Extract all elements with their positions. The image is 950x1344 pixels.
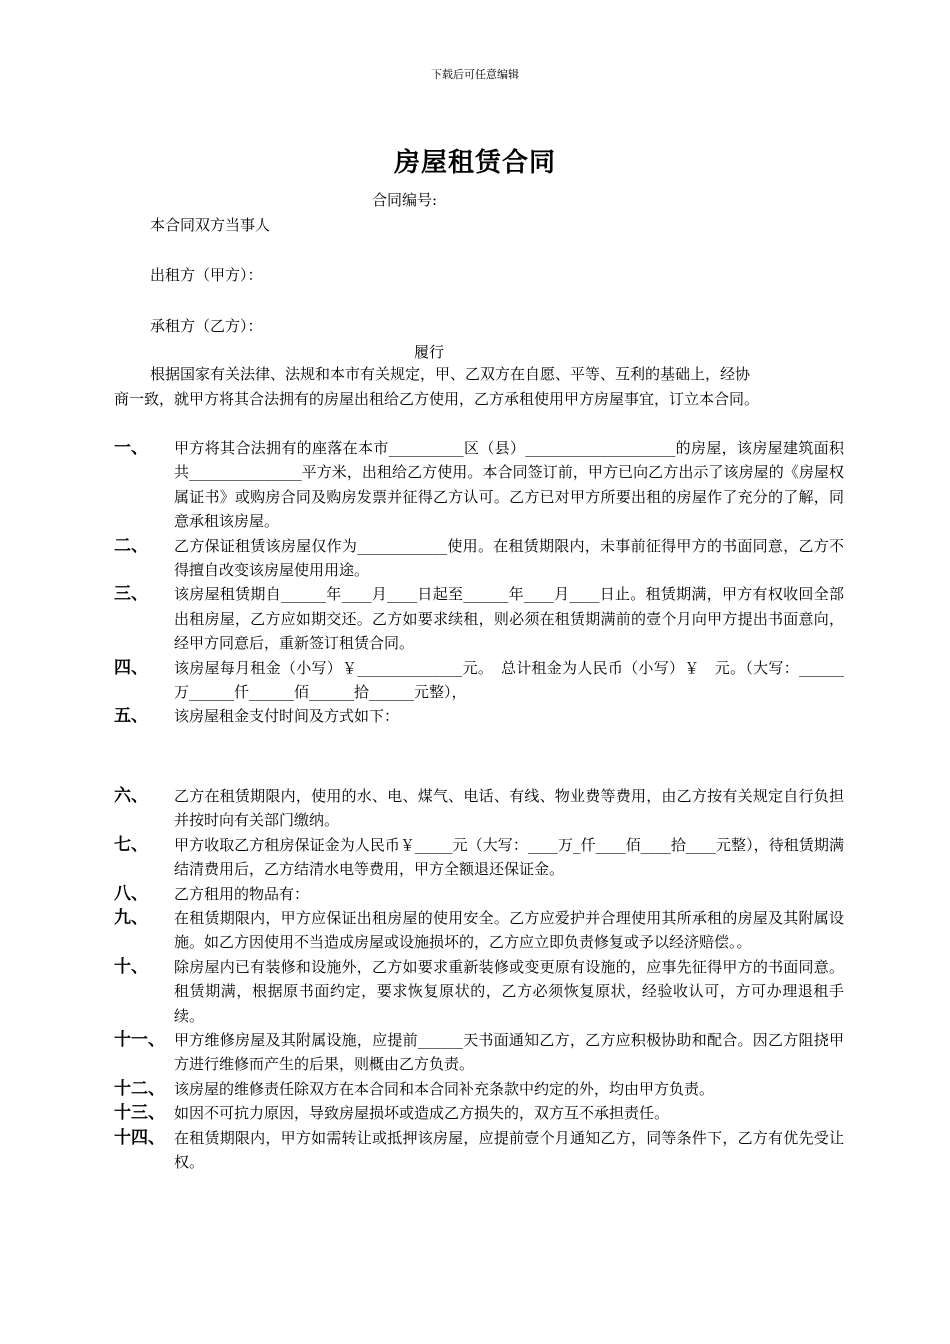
clause-1 bbox=[114, 436, 844, 534]
clause-list bbox=[114, 436, 844, 1174]
clause-2 bbox=[114, 534, 844, 583]
contract-number-label: 合同编号: bbox=[372, 191, 438, 209]
clause-number: 八、 bbox=[114, 883, 148, 904]
lessor-label: 出租方（甲方）： bbox=[150, 266, 263, 284]
clause-number: 十四、 bbox=[114, 1127, 165, 1148]
clause-9 bbox=[114, 906, 844, 955]
clause-number: 一、 bbox=[114, 438, 148, 458]
clause-text: 该房屋租金支付时间及方式如下： bbox=[174, 707, 400, 726]
preamble-line-1: 根据国家有关法律、法规和本市有关规定，甲、乙双方在自愿、平等、互利的基础上，经协 bbox=[150, 365, 751, 383]
clause-text: 乙方租用的物品有： bbox=[174, 884, 310, 903]
perform-label: 履行 bbox=[414, 343, 445, 361]
clause-14 bbox=[114, 1126, 844, 1175]
clause-number: 十三、 bbox=[114, 1103, 165, 1124]
clause-6 bbox=[114, 784, 844, 833]
clause-text: 乙方在租赁期限内，使用的水、电、煤气、电话、有线、物业费等费用，由乙方按有关规定自行负担并按时向有关部门缴纳。 bbox=[174, 786, 844, 830]
clause-8 bbox=[114, 882, 844, 906]
clause-text: 该房屋每月租金（小写）￥______________元。 总计租金为人民币（小写）￥ 元。（大写：______万______仟______佰______拾______元整）， bbox=[174, 658, 844, 702]
clause-number: 五、 bbox=[114, 706, 148, 727]
clause-text: 在租赁期限内，甲方应保证出租房屋的使用安全。乙方应爱护并合理使用其所承租的房屋及其附属设施。如乙方因使用不当造成房屋或设施损坏的，乙方应立即负责修复或予以经济赔偿。。 bbox=[174, 908, 844, 952]
clause-text: 除房屋内已有装修和设施外，乙方如要求重新装修或变更原有设施的，应事先征得甲方的书面同意。租赁期满，根据原书面约定，要求恢复原状的，乙方必须恢复原状，经验收认可，方可办理退租手续。 bbox=[174, 957, 844, 1025]
preamble-line-2: 商一致，就甲方将其合法拥有的房屋出租给乙方使用，乙方承租使用甲方房屋事宜，订立本合同。 bbox=[114, 390, 760, 408]
clause-number: 四、 bbox=[114, 657, 148, 678]
clause-text: 乙方保证租赁该房屋仅作为____________使用。在租赁期限内，未事前征得甲方的书面同意，乙方不得擅自改变该房屋使用用途。 bbox=[174, 536, 844, 580]
parties-intro: 本合同双方当事人 bbox=[150, 216, 271, 234]
clause-13 bbox=[114, 1101, 844, 1125]
clause-11 bbox=[114, 1028, 844, 1077]
clause-3 bbox=[114, 582, 844, 655]
clause-number: 三、 bbox=[114, 584, 148, 605]
clause-text: 该房屋租赁期自______年____月____日起至______年____月____日止。租赁期满，甲方有权收回全部出租房屋，乙方应如期交还。乙方如要求续租，则必须在租赁期满前的壹个月向甲方提出书面意向，经甲方同意后，重新签订租赁合同。 bbox=[174, 585, 844, 653]
clause-text: 甲方将其合法拥有的座落在本市__________区（县）____________________的房屋，该房屋建筑面积共_______________平方米，出租给乙方使用。本合同签订前，甲方已向乙方出示了该房屋的《房屋权属证书》或购房合同及购房发票并征得乙方认可。乙方已对甲方所要出租的房屋作了充分的了解，同意承租该房屋。 bbox=[174, 439, 844, 531]
clause-number: 十一、 bbox=[114, 1029, 165, 1050]
lessee-label: 承租方（乙方）： bbox=[150, 317, 263, 335]
clause-7 bbox=[114, 833, 844, 882]
clause-text: 甲方收取乙方租房保证金为人民币￥_____元（大写：____万_仟____佰____拾____元整），待租赁期满结清费用后，乙方结清水电等费用，甲方全额退还保证金。 bbox=[174, 835, 844, 879]
clause-12 bbox=[114, 1077, 844, 1101]
clause-10 bbox=[114, 955, 844, 1028]
clause-number: 十、 bbox=[114, 956, 148, 977]
clause-4 bbox=[114, 656, 844, 705]
clause-text: 该房屋的维修责任除双方在本合同和本合同补充条款中约定的外，均由甲方负责。 bbox=[174, 1079, 715, 1098]
clause-number: 二、 bbox=[114, 535, 148, 556]
document-title: 房屋租赁合同 bbox=[393, 148, 556, 178]
clause-number: 七、 bbox=[114, 834, 148, 855]
preamble bbox=[114, 362, 834, 412]
clause-number: 九、 bbox=[114, 907, 148, 928]
clause-text: 甲方维修房屋及其附属设施，应提前______天书面通知乙方，乙方应积极协助和配合。因乙方阻挠甲方进行维修而产生的后果，则概由乙方负责。 bbox=[174, 1030, 844, 1074]
clause-number: 六、 bbox=[114, 785, 148, 806]
clause-5 bbox=[114, 704, 844, 728]
clause-number: 十二、 bbox=[114, 1078, 165, 1099]
header-note: 下载后可任意编辑 bbox=[431, 68, 519, 81]
clause-text: 在租赁期限内，甲方如需转让或抵押该房屋，应提前壹个月通知乙方，同等条件下，乙方有优先受让权。 bbox=[174, 1128, 844, 1171]
clause-text: 如因不可抗力原因，导致房屋损坏或造成乙方损失的，双方互不承担责任。 bbox=[174, 1104, 670, 1123]
